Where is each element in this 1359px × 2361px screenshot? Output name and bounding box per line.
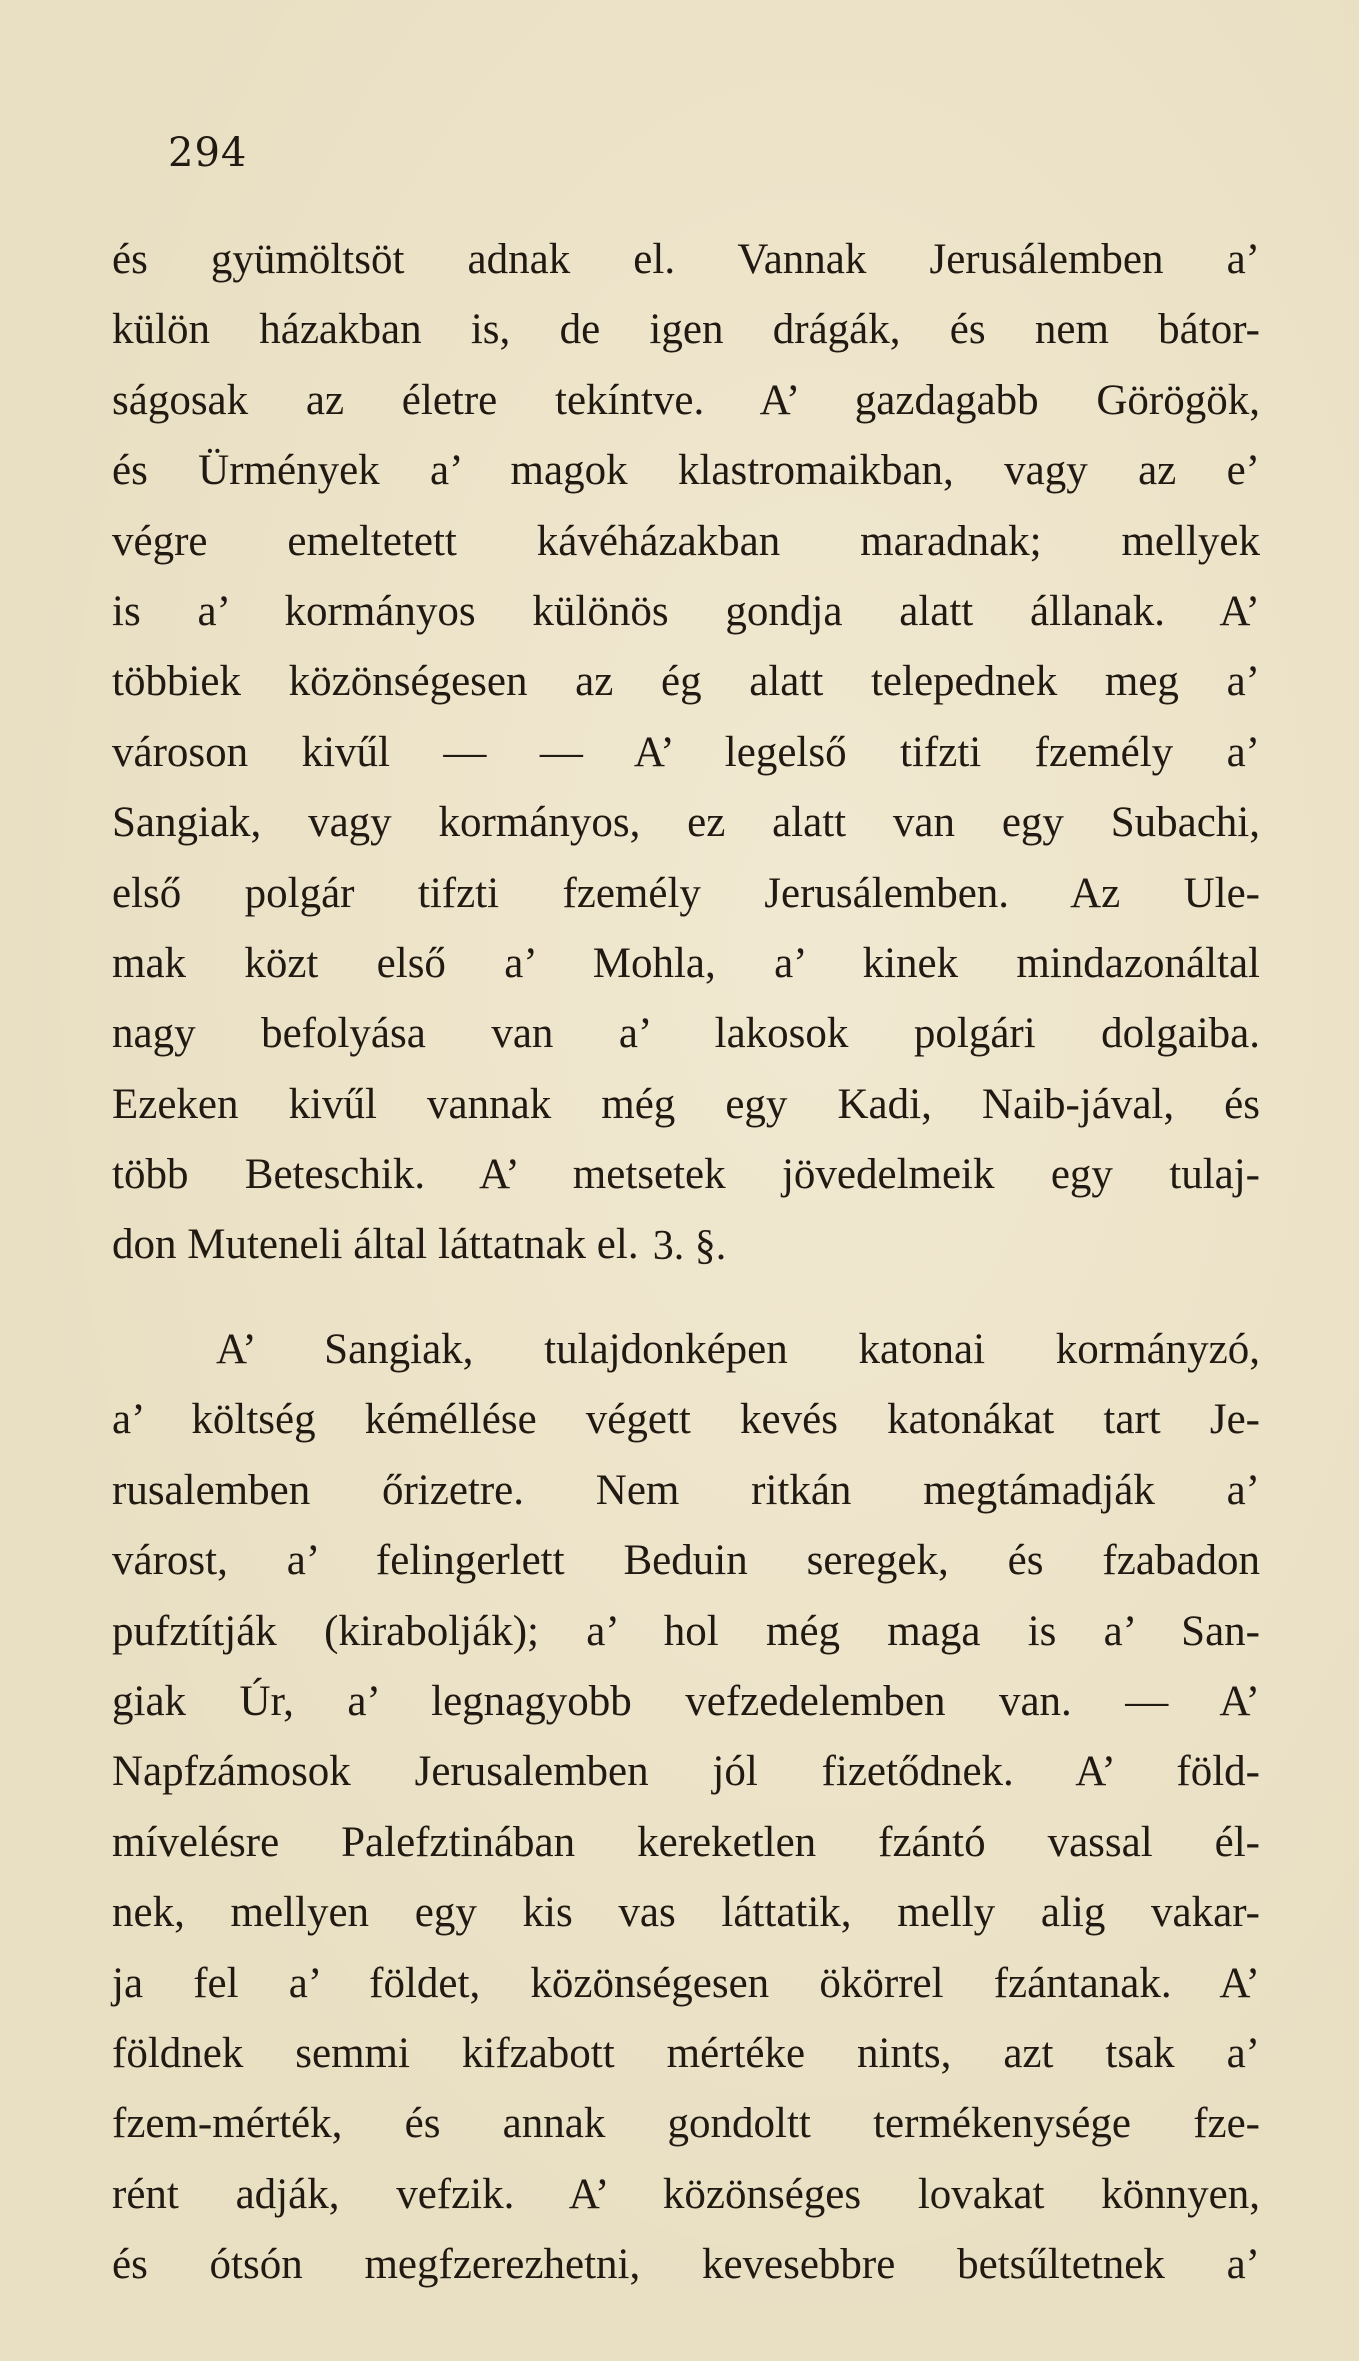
text-line: a’ költség kéméllése végett kevés katonákat tart Je- <box>112 1396 1260 1444</box>
paragraph-2 <box>112 1315 1260 2300</box>
text-line: és ótsón megfzerezhetni, kevesebbre betsűltetnek a’ <box>112 2241 1260 2289</box>
text-line: Sangiak, vagy kormányos, ez alatt van egy Subachi, <box>112 799 1260 847</box>
text-line: ságosak az életre tekíntve. A’ gazdagabb Görögök, <box>112 376 1260 424</box>
text-line: többiek közönségesen az ég alatt telepednek meg a’ <box>112 658 1260 706</box>
text-line: ja fel a’ földet, közönségesen ökörrel fzántanak. A’ <box>112 1959 1260 2007</box>
text-line: Napfzámosok Jerusalemben jól fizetődnek. A’ föld- <box>112 1748 1260 1796</box>
text-line: nek, mellyen egy kis vas láttatik, melly alig vakar- <box>112 1889 1260 1937</box>
text-line: pufztítják (kirabolják); a’ hol még maga is a’ San- <box>112 1607 1260 1655</box>
text-line: mak közt első a’ Mohla, a’ kinek mindazonáltal <box>112 939 1260 987</box>
text-line: első polgár tifzti fzemély Jerusálemben. Az Ule- <box>112 869 1260 917</box>
text-line: A’ Sangiak, tulajdonképen katonai kormányzó, <box>216 1326 1260 1373</box>
text-line: Ezeken kivűl vannak még egy Kadi, Naib-jával, és <box>112 1080 1260 1128</box>
text-line: városon kivűl — — A’ legelső tifzti fzemély a’ <box>112 728 1260 776</box>
paragraph-1 <box>112 225 1260 1281</box>
text-line: rént adják, vefzik. A’ közönséges lovakat könnyen, <box>112 2170 1260 2218</box>
text-line: várost, a’ felingerlett Beduin seregek, és fzabadon <box>112 1537 1260 1585</box>
text-line: és gyümöltsöt adnak el. Vannak Jerusálemben a’ <box>112 236 1260 283</box>
section-heading: 3. §. <box>652 1223 727 1269</box>
text-line: mívelésre Palefztinában kereketlen fzántó vassal él- <box>112 1818 1260 1866</box>
page-number: 294 <box>168 130 248 176</box>
text-line: földnek semmi kifzabott mértéke nints, azt tsak a’ <box>112 2029 1260 2077</box>
text-line: giak Úr, a’ legnagyobb vefzedelemben van. — A’ <box>112 1677 1260 1725</box>
text-line: don Muteneli által láttatnak el. <box>112 1221 639 1269</box>
text-line: is a’ kormányos különös gondja alatt állanak. A’ <box>112 587 1260 635</box>
text-line: végre emeltetett kávéházakban maradnak; mellyek <box>112 517 1260 565</box>
text-line: külön házakban is, de igen drágák, és nem bátor- <box>112 306 1260 354</box>
text-line: több Beteschik. A’ metsetek jövedelmeik egy tulaj- <box>112 1151 1260 1199</box>
text-line: és Ürmények a’ magok klastromaikban, vagy az e’ <box>112 447 1260 495</box>
text-line: fzem-mérték, és annak gondoltt termékenysége fze- <box>112 2100 1260 2148</box>
text-line: rusalemben őrizetre. Nem ritkán megtámadják a’ <box>112 1466 1260 1514</box>
text-line: nagy befolyása van a’ lakosok polgári dolgaiba. <box>112 1010 1260 1058</box>
